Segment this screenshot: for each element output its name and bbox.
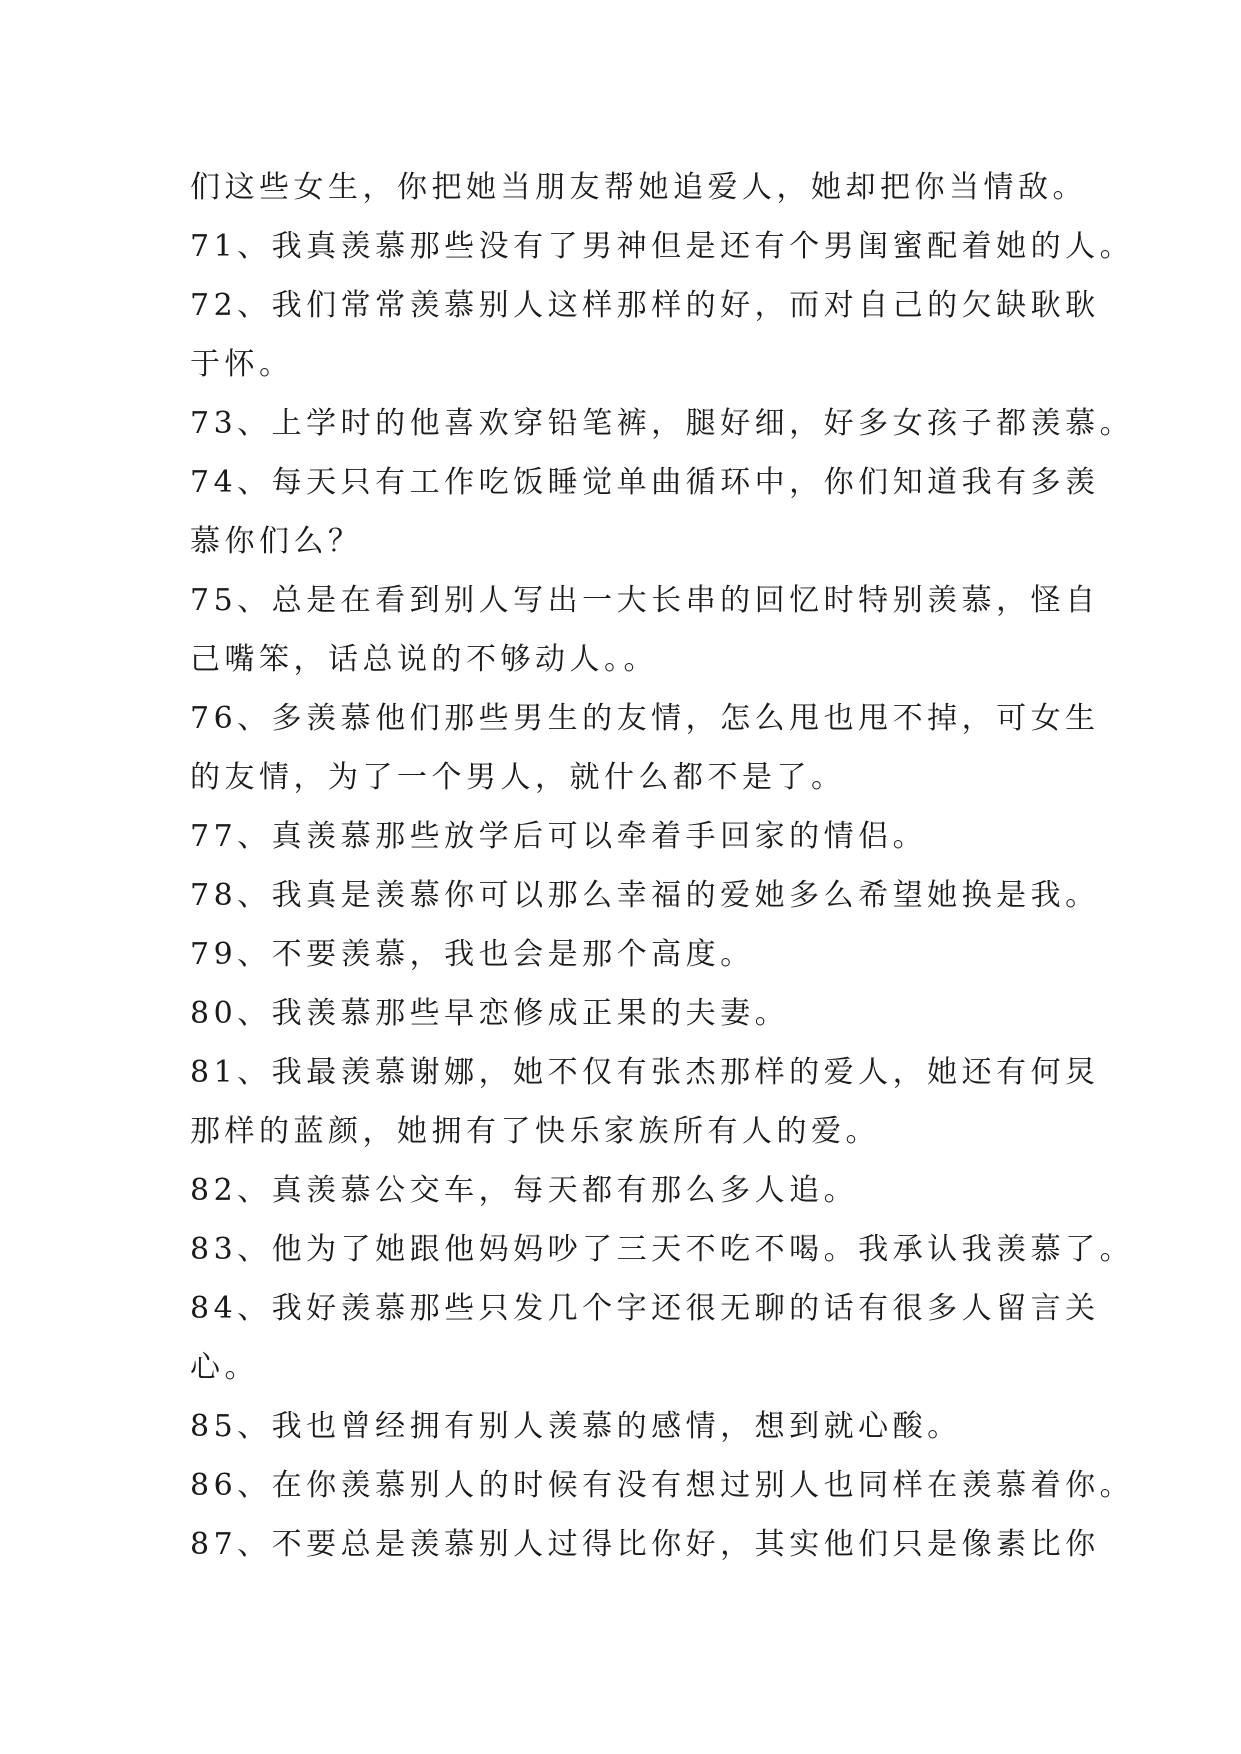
text-line: 于怀。 <box>190 347 294 382</box>
text-line: 75、总是在看到别人写出一大长串的回忆时特别羡慕，怪自 <box>190 583 1100 618</box>
text-line: 87、不要总是羡慕别人过得比你好，其实他们只是像素比你 <box>190 1527 1100 1562</box>
text-line: 74、每天只有工作吃饭睡觉单曲循环中，你们知道我有多羡 <box>190 465 1100 500</box>
text-line: 78、我真是羡慕你可以那么幸福的爱她多么希望她换是我。 <box>190 878 1100 913</box>
text-line: 71、我真羡慕那些没有了男神但是还有个男闺蜜配着她的人。 <box>190 229 1135 264</box>
document-body <box>190 158 1135 1574</box>
text-line: 73、上学时的他喜欢穿铅笔裤，腿好细，好多女孩子都羡慕。 <box>190 406 1135 441</box>
text-line: 85、我也曾经拥有别人羡慕的感情，想到就心酸。 <box>190 1409 962 1444</box>
text-line: 79、不要羡慕，我也会是那个高度。 <box>190 937 755 972</box>
text-line: 82、真羡慕公交车，每天都有那么多人追。 <box>190 1173 859 1208</box>
text-line: 己嘴笨，话总说的不够动人。。 <box>190 642 658 677</box>
text-line: 72、我们常常羡慕别人这样那样的好，而对自己的欠缺耿耿 <box>190 288 1100 323</box>
text-line: 84、我好羡慕那些只发几个字还很无聊的话有很多人留言关 <box>190 1291 1100 1326</box>
text-line: 81、我最羡慕谢娜，她不仅有张杰那样的爱人，她还有何炅 <box>190 1055 1100 1090</box>
text-line: 慕你们么？ <box>190 524 363 559</box>
text-line: 的友情，为了一个男人，就什么都不是了。 <box>190 760 846 795</box>
text-line: 77、真羡慕那些放学后可以牵着手回家的情侣。 <box>190 819 928 854</box>
text-line: 那样的蓝颜，她拥有了快乐家族所有人的爱。 <box>190 1114 880 1149</box>
text-line: 80、我羡慕那些早恋修成正果的夫妻。 <box>190 996 790 1031</box>
text-line: 86、在你羡慕别人的时候有没有想过别人也同样在羡慕着你。 <box>190 1468 1135 1503</box>
text-line: 心。 <box>190 1350 259 1385</box>
text-line: 76、多羡慕他们那些男生的友情，怎么甩也甩不掉，可女生 <box>190 701 1100 736</box>
text-line: 83、他为了她跟他妈妈吵了三天不吃不喝。我承认我羡慕了。 <box>190 1232 1135 1267</box>
text-line: 们这些女生，你把她当朋友帮她追爱人，她却把你当情敌。 <box>190 170 1087 205</box>
